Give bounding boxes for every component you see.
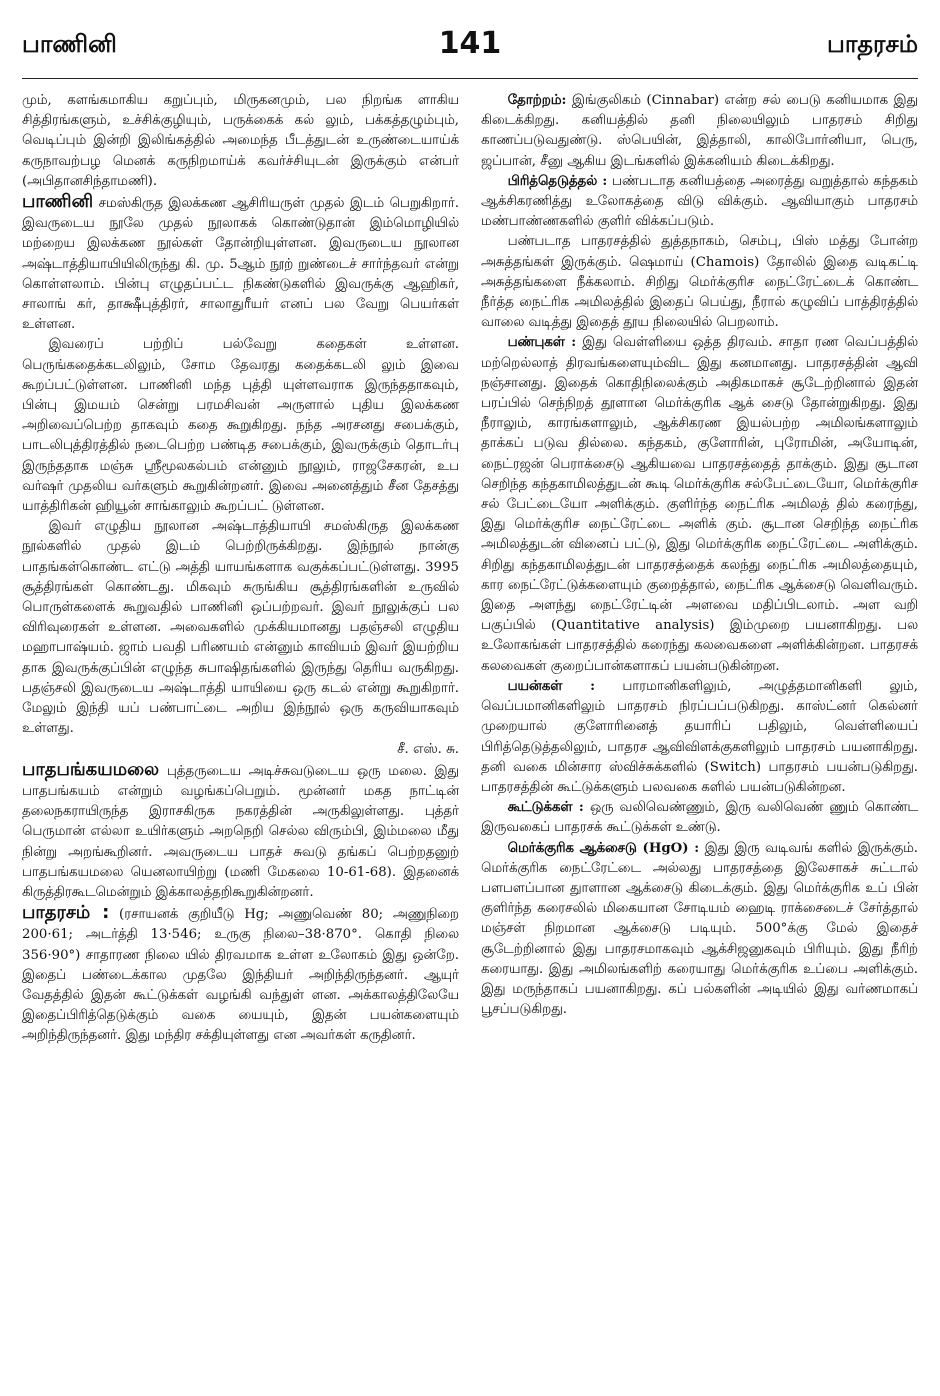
uses-text: பாரமானிகளிலும், அழுத்தமானிகளி லும், வெப்பமானிகளிலும் பாதரசம் நிரப்பப்படுகிறது. காஸ்ட்னர் கெல்னர் முறையால் குளோரினைத் தயாரிப் பதிலும், வெள்ளியைப் பிரித்தெடுத்தலிலும், பாதரச ஆவிவிளக்குகளிலும் பாதரசம் பயனாகிறது. தனி வகை மின்சார ஸ்விச்சுக்களில் (Switch) பாதரசம் பயன்படுகிறது. பாதரசத்தின் கூட்டுக்களும் பலவகை களில் பயன்படுகின்றன. xyxy=(481,678,918,795)
mercury-paragraph-1: (ரசாயனக் குறியீடு Hg; அணுவெண் 80; அணுநிறை 200·61; அடர்த்தி 13·546; உருகு நிலை–38·870°. கொதி நிலை 356·90°) சாதாரண நிலை யில் திரவமாக உள்ள உலோகம் இது ஒன்றே. இதைப் பண்டைக்கால முதலே இந்தியர் அறிந்திருந்தனர். ஆயுர் வேதத்தில் இதன் கூட்டுக்கள் வழங்கி வந்துள் ளன. அக்காலத்திலேயே இதைப்பிரித்தெடுக்கும் வகை யையும், இதன் பயன்களையும் அறிந்திருந்தனர். இது மந்திர சக்தியுள்ளது என அவர்கள் கருதினர். xyxy=(22,907,459,1044)
oxide-paragraph xyxy=(481,839,918,1021)
entry-mercury xyxy=(22,903,459,1046)
occurrence-paragraph xyxy=(481,91,918,172)
oxide-subhead: மெர்க்குரிக ஆக்சைடு (HgO) : xyxy=(507,840,700,856)
panini-paragraph-2: இவரைப் பற்றிப் பல்வேறு கதைகள் உள்ளன. பெருங்கதைக்கடலிலும், சோம தேவரது கதைக்கடலி லும் இவை கூறப்பட்டுள்ளன. பாணினி மந்த புத்தி யுள்ளவராக இருந்ததாகவும், பின்பு இமயம் சென்று பரமசிவன் அருளால் புதிய இலக்கண அறிவைப்பெற்ற தாகவும் கதை கூறுகிறது. நந்த அரசனது சபைக்கும், பாடலிபுத்திரத்தில் நடைபெற்ற பண்டித சபைக்கும், இவருக்கும் தொடர்பு இருந்ததாக மஞ்சு ஸ்ரீமூலகல்பம் என்னும் நூலும், ராஜசேகரன், உப வர்ஷர் முதலிய வர்களும் கூறுகின்றனர். இவை அனைத்தும் சீன தேசத்து யாத்திரிகன் ஹியூன் சாங்காலும் கூறப்பட் டுள்ளன. xyxy=(22,337,459,515)
properties-text: இது வெள்ளியை ஒத்த திரவம். சாதா ரண வெப்பத்தில் மற்றெல்லாத் திரவங்களையும்விட இது கனமானது. பாதரசத்தின் ஆவி நஞ்சானது. இதைக் கொதிநிலைக்கும் அதிகமாகச் சூடேற்றினால் இதன் பரப்பில் செந்நிறத் தூளான மெர்க்குரிக ஆக் சைடு தோன்றுகிறது. இது நீராலும், காரங்களாலும், ஆக்சிகரண இயல்பற்ற அமிலங்களாலும் தாக்கப் படுவ தில்லை. கந்தகம், குளோரின், புரோமின், அயோடின், நைட்ரஜன் பெராக்சைடு ஆகியவை பாதரசத்தைத் தாக்கும். இது சூடான செறிந்த கந்தகாமிலத்துடன் கூடி மெர்க்குரிக சல்பேட்டையோ, மெர்க்குரிச சல் பேட்டையோ அளிக்கும். குளிர்ந்த நைட்ரிக அமிலத் தில் கரைந்து, இது மெர்க்குரிச நைட்ரேட்டை அளிக் கும். சூடான செறிந்த நைட்ரிக அமிலத்துடன் வினைப் பட்டு, இது மெர்க்குரிக நைட்ரேட்டை அளிக்கும். சிறிது கந்தகாமிலத்துடன் பாதரசத்தைக் கலந்து நைட்ரிக அமிலத்தையும், கார நைட்ரேட்டுக்களையும் குறைத்தால், நைட்ரிக ஆக்சைடு வெளிவரும். இதை அளந்து நைட்ரேட்டின் அளவை மதிப்பிடலாம். அள வறி பகுப்பில் (Quantitative analysis) இம்முறை பயனாகிறது. பல உலோகங்கள் பாதரசத்தில் கரைந்து கலவைகளை அளிக்கின்றன. பாதரசக் கலவைகள் குறைப்பான்களாகப் பயன்படுகின்றன. xyxy=(481,335,918,674)
left-column xyxy=(22,91,459,1047)
occurrence-subhead: தோற்றம்: xyxy=(507,93,567,108)
panini-paragraph-1: சமஸ்கிருத இலக்கண ஆசிரியருள் முதல் இடம் பெறுகிறார். இவருடைய நூலே முதல் நூலாகக் கொண்டுதான் இம்மொழியில் மற்றைய இலக்கண நூல்கள் தோன்றியுள்ளன. இவருடைய நூலான அஷ்டாத்தியாயியிலிருந்து கி. மு. 5ஆம் நூற் றுண்டைச் சார்ந்தவர் என்று கொள்ளலாம். பின்பு எழுதப்பட்ட நிகண்டுகளில் இவருக்கு ஆஹிகர், சாலாங் கர், தாக்ஷீபுத்திரர், சாலாதுரீயர் எனப் பல வேறு பெயர்கள் உள்ளன. xyxy=(22,196,459,333)
text-columns xyxy=(22,91,918,1047)
properties-paragraph xyxy=(481,333,918,676)
purification-paragraph: பண்படாத பாதரசத்தில் துத்தநாகம், செம்பு, பிஸ் மத்து போன்ற அசுத்தங்கள் இருக்கும். ஷெமாய் (Chamois) தோலில் இதை வடிகட்டி அசுத்தங்களை நீக்கலாம். சிறிது மெர்க்குரிச நைட்ரேட்டைக் கொண்ட நீர்த்த நைட்ரிக அமிலத்தில் இதைப் பெய்து, நீரால் கழுவிப் பாத்திரத்தில் வாலை வடித்து இதைத் தூய நிலையில் பெறலாம். xyxy=(481,234,918,331)
running-head-left: பாணினி xyxy=(22,30,117,58)
running-head-right: பாதரசம் xyxy=(826,30,918,58)
compounds-text: ஒரு வலிவெண்ணும், இரு வலிவெண் ணும் கொண்ட இருவகைப் பாதரசக் கூட்டுக்கள் உண்டு. xyxy=(481,800,918,836)
occurrence-text: இங்குலிகம் (Cinnabar) என்ற சல் பைடு கனியமாக இது கிடைக்கிறது. கனியத்தில் தனி நிலையிலும் பாதரசம் சிறிது காணப்படுவதுண்டு. ஸ்பெயின், இத்தாலி, காலிபோர்னியா, பெரு, ஜப்பான், சீனு ஆகிய இடங்களில் இக்கனியம் கிடைக்கிறது. xyxy=(481,93,919,169)
page-number: 141 xyxy=(438,26,502,61)
continued-paragraph: மும், களங்கமாகிய கறுப்பும், மிருகனமும், பல நிறங்க ளாகிய சித்திரங்களும், உச்சிக்குழியும், பருக்கைக் கல் லும், பக்கத்தழும்பும், வெடிப்பும் இன்றி இலிங்கத்தில் அமைந்த பீடத்துடன் உருண்டையாய்க் கருநாவற்பழ மெனக் கருநிறமாய்க் கவர்ச்சியுடன் இருக்கும் என்பர் (அபிதானசிந்தாமணி). xyxy=(22,93,459,189)
extraction-subhead: பிரித்தெடுத்தல் : xyxy=(507,173,608,189)
author-signature: சீ. எஸ். சு. xyxy=(397,741,459,757)
padapankayamalai-paragraph: புத்தருடைய அடிச்சுவடுடைய ஒரு மலை. இது பாதபங்கயம் என்றும் வழங்கப்பெறும். மூன்னர் மகத நாட்டின் தலைநகராயிருந்த இராசகிருக நகரத்தின் அருகிலுள்ளது. புத்தர் பெருமான் எல்லா உயிர்களும் அறநெறி செல்ல விரும்பி, இம்மலை மீது நின்று அறங்கூறினர். அவருடைய பாதச் சுவடு தங்கப் பெற்றதனுற் பாதபங்கயமலை யெனலாயிற்று (மணி மேகலை 10-61-68). இதனைக் கிருத்திரகூடமென்றும் இக்காலத்தறிகூறுகின்றனர். xyxy=(22,763,460,900)
entry-panini xyxy=(22,192,459,335)
extraction-text: பண்படாத கனியத்தை அரைத்து வறுத்தால் கந்தகம் ஆக்சிகரணித்து உலோகத்தை விடு விக்கும். ஆவியாகும் பாதரசம் மண்பாண்ணகளில் குளிர் விக்கப்படும். xyxy=(481,173,919,230)
right-column xyxy=(481,91,918,1047)
uses-subhead: பயன்கள் : xyxy=(507,678,595,694)
oxide-text: இது இரு வடிவங் களில் இருக்கும். மெர்க்குரிக நைட்ரேட்டை அல்லது பாதரசத்தை இலேசாகச் சுட்டால் பளபளப்பான துாளான ஆக்சைடு கிடைக்கும். இது மெர்க்குரிக உப் பின் குளிர்ந்த கரைசலில் மிகையான சோடியம் ஹைடி ராக்சைடைச் சேர்த்தால் மஞ்சள் நிறமான ஆக்சைடு படியும். 500°க்கு மேல் இதைச் சூடேற்றினால் இது பாதரசமாகவும் ஆக்சிஜனுகவும் பிரியும். இது நீரிற் கரையாது. இது அமிலங்களிற் கரையாது மெர்க்குரிக உப்பை அளிக்கும். இது மருந்தாகப் பயனாகிறது. கப் பல்களின் அடியில் இது வர்ணமாகப் பூசப்படுகிறது. xyxy=(481,840,918,1018)
properties-subhead: பண்புகள் : xyxy=(507,335,577,351)
compounds-subhead: கூட்டுக்கள் : xyxy=(507,800,584,816)
headword-mercury: பாதரசம் : xyxy=(22,902,110,924)
headword-panini: பாணினி xyxy=(22,191,94,213)
uses-paragraph xyxy=(481,677,918,798)
panini-paragraph-3: இவர் எழுதிய நூலான அஷ்டாத்தியாயி சமஸ்கிருத இலக்கண நூல்களில் முதல் இடம் பெற்றிருக்கிறது. இந்நூல் நான்கு பாதங்கள்கொண்ட எட்டு அத்தி யாயங்களாக வகுக்கப்பட்டுள்ளது. 3995 சூத்திரங்கள் கொண்டது. மிகவும் சுருங்கிய சூத்திரங்களின் உருவில் பொருள்களைக் கூறுவதில் பாணினி ஒப்பற்றவர். இவர் நூலுக்குப் பல விரிவுரைகள் உள்ளன. அவைகளில் முக்கியமானது பதஞ்சலி எழுதிய மஹாபாஷ்யம். ஜாம் பவதி பரிணயம் என்னும் காவியம் இவர் இயற்றிய தாக இவருக்குப்பின் எழுந்த சுபாஷிதங்களில் இருந்து தெரிய வருகிறது. பதஞ்சலி இவருடைய அஷ்டாத்தி யாயியை ஒரு கடல் என்று கூறுகிறார். மேலும் இந்தி யப் பண்பாட்டை அறிய இந்நூல் ஒரு கருவியாகவும் உள்ளது. xyxy=(22,519,459,737)
entry-padapankayamalai xyxy=(22,760,459,903)
headword-padapankayamalai: பாதபங்கயமலை xyxy=(22,758,160,780)
compounds-paragraph xyxy=(481,798,918,838)
page-header xyxy=(22,22,918,79)
extraction-paragraph xyxy=(481,172,918,233)
